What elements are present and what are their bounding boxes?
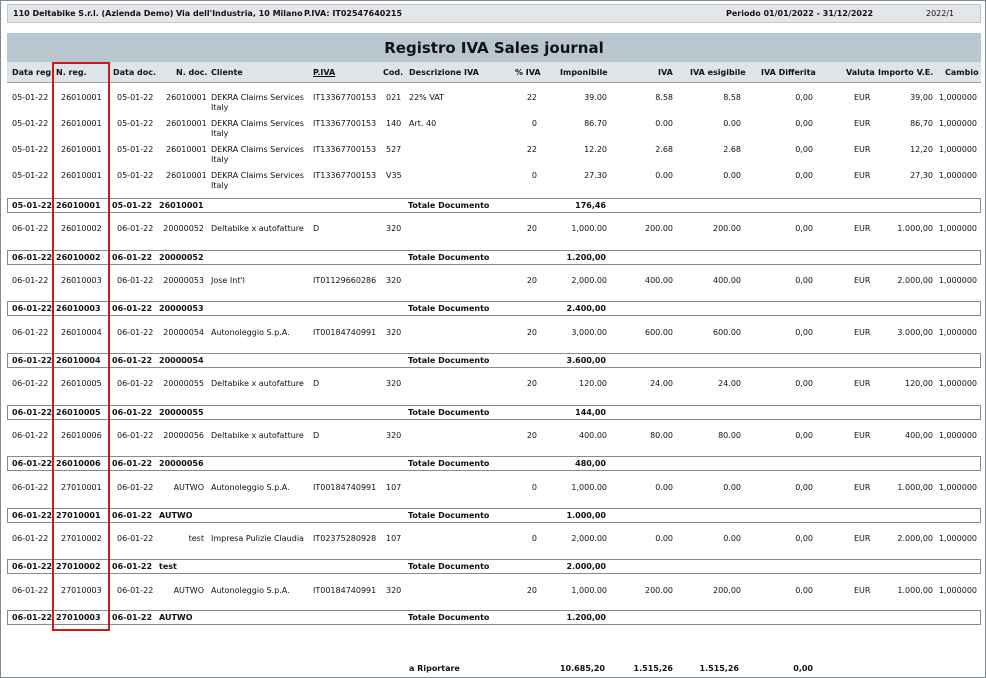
cell-iva-esigibile: 0.00 bbox=[723, 119, 741, 128]
cell-cod: 320 bbox=[386, 276, 402, 285]
cell-cambio: 1,000000 bbox=[938, 224, 977, 233]
table-row bbox=[7, 478, 981, 504]
cell-n-doc: 20000055 bbox=[163, 379, 204, 388]
carry-forward-iva-differita: 0,00 bbox=[793, 664, 813, 673]
cell-perc-iva: 20 bbox=[526, 586, 537, 595]
cell-data-reg: 06-01-22 bbox=[12, 483, 49, 492]
title-band bbox=[7, 33, 981, 62]
cell-data-doc: 05-01-22 bbox=[117, 119, 154, 128]
cell-n-reg: 26010002 bbox=[61, 224, 102, 233]
cell-n-reg: 27010001 bbox=[61, 483, 102, 492]
cell-cliente: Autonoleggio S.p.A. bbox=[211, 328, 290, 337]
total-data-doc: 06-01-22 bbox=[112, 408, 153, 417]
report-period: Periodo 01/01/2022 - 31/12/2022 bbox=[726, 9, 874, 18]
cell-valuta: EUR bbox=[854, 276, 871, 285]
cell-data-reg: 06-01-22 bbox=[12, 586, 49, 595]
total-data-doc: 06-01-22 bbox=[112, 511, 153, 520]
col-cod: Cod. bbox=[383, 68, 404, 77]
cell-cod: 107 bbox=[386, 534, 402, 543]
total-n-doc: 20000052 bbox=[159, 253, 204, 262]
total-data-doc: 05-01-22 bbox=[112, 201, 153, 210]
cell-iva: 600.00 bbox=[645, 328, 673, 337]
total-n-reg: 27010001 bbox=[56, 511, 101, 520]
total-n-doc: 20000055 bbox=[159, 408, 204, 417]
cell-cambio: 1,000000 bbox=[938, 145, 977, 154]
cell-piva: IT01129660286 bbox=[313, 276, 377, 285]
table-row bbox=[7, 323, 981, 349]
cell-data-reg: 06-01-22 bbox=[12, 276, 49, 285]
company-name: 110 Deltabike S.r.l. (Azienda Demo) bbox=[13, 9, 174, 18]
cell-perc-iva: 20 bbox=[526, 379, 537, 388]
cell-piva: IT00184740991 bbox=[313, 483, 377, 492]
cell-cod: 320 bbox=[386, 379, 402, 388]
col-cambio: Cambio bbox=[945, 68, 979, 77]
cell-data-reg: 06-01-22 bbox=[12, 534, 49, 543]
cell-n-reg: 26010004 bbox=[61, 328, 102, 337]
cell-cliente: Deltabike x autofatture bbox=[211, 379, 304, 388]
total-n-doc: 20000056 bbox=[159, 459, 204, 468]
cell-cambio: 1,000000 bbox=[938, 586, 977, 595]
total-row bbox=[7, 301, 981, 316]
cell-n-reg: 27010002 bbox=[61, 534, 102, 543]
table-row bbox=[7, 374, 981, 400]
cell-cliente: DEKRA Claims Services Italy bbox=[211, 93, 304, 112]
cell-iva-differita: 0,00 bbox=[795, 119, 813, 128]
cell-imponibile: 3,000.00 bbox=[571, 328, 607, 337]
cell-valuta: EUR bbox=[854, 145, 871, 154]
cell-cod: 021 bbox=[386, 93, 402, 102]
cell-iva-esigibile: 600.00 bbox=[713, 328, 741, 337]
cell-data-doc: 05-01-22 bbox=[117, 145, 154, 154]
cell-iva: 0.00 bbox=[655, 483, 673, 492]
cell-iva: 8.58 bbox=[655, 93, 673, 102]
total-data-reg: 06-01-22 bbox=[12, 511, 53, 520]
cell-data-doc: 06-01-22 bbox=[117, 483, 154, 492]
total-data-reg: 06-01-22 bbox=[12, 408, 53, 417]
cell-importo-ve: 1.000,00 bbox=[897, 586, 933, 595]
cell-iva-differita: 0,00 bbox=[795, 534, 813, 543]
cell-valuta: EUR bbox=[854, 119, 871, 128]
cell-iva: 0.00 bbox=[655, 171, 673, 180]
col-imponibile: Imponibile bbox=[560, 68, 608, 77]
cell-cambio: 1,000000 bbox=[938, 93, 977, 102]
total-row bbox=[7, 508, 981, 523]
total-data-reg: 06-01-22 bbox=[12, 459, 53, 468]
cell-data-doc: 06-01-22 bbox=[117, 224, 154, 233]
cell-valuta: EUR bbox=[854, 431, 871, 440]
total-n-doc: AUTWO bbox=[159, 613, 193, 622]
col-valuta: Valuta bbox=[846, 68, 875, 77]
carry-forward-iva: 1.515,26 bbox=[633, 664, 673, 673]
cell-data-reg: 05-01-22 bbox=[12, 119, 49, 128]
cell-perc-iva: 20 bbox=[526, 431, 537, 440]
cell-data-reg: 06-01-22 bbox=[12, 431, 49, 440]
cell-n-doc: AUTWO bbox=[173, 483, 204, 492]
cell-importo-ve: 39,00 bbox=[910, 93, 933, 102]
col-n-reg: N. reg. bbox=[56, 68, 87, 77]
total-n-reg: 26010003 bbox=[56, 304, 101, 313]
cell-data-reg: 06-01-22 bbox=[12, 224, 49, 233]
cell-perc-iva: 22 bbox=[526, 145, 537, 154]
cell-iva-differita: 0,00 bbox=[795, 586, 813, 595]
total-row bbox=[7, 198, 981, 213]
cell-iva: 24.00 bbox=[650, 379, 673, 388]
cell-cliente: DEKRA Claims Services Italy bbox=[211, 119, 304, 138]
cell-imponibile: 400.00 bbox=[579, 431, 607, 440]
total-n-reg: 26010006 bbox=[56, 459, 101, 468]
total-row bbox=[7, 610, 981, 625]
company-address: Via dell'Industria, 10 Milano bbox=[176, 9, 303, 18]
cell-piva: IT00184740991 bbox=[313, 586, 377, 595]
cell-n-reg: 26010006 bbox=[61, 431, 102, 440]
cell-iva-esigibile: 0.00 bbox=[723, 171, 741, 180]
total-data-reg: 06-01-22 bbox=[12, 613, 53, 622]
cell-importo-ve: 3.000,00 bbox=[897, 328, 933, 337]
cell-cod: 320 bbox=[386, 586, 402, 595]
cell-imponibile: 1,000.00 bbox=[571, 586, 607, 595]
total-label: Totale Documento bbox=[408, 562, 490, 571]
cell-iva-esigibile: 0.00 bbox=[723, 534, 741, 543]
n-reg-column-highlight bbox=[52, 62, 110, 631]
cell-valuta: EUR bbox=[854, 379, 871, 388]
cell-imponibile: 27.30 bbox=[584, 171, 607, 180]
total-amount: 3.600,00 bbox=[566, 356, 606, 365]
cell-importo-ve: 1.000,00 bbox=[897, 483, 933, 492]
col-iva-differita: IVA Differita bbox=[761, 68, 816, 77]
cell-importo-ve: 12,20 bbox=[910, 145, 933, 154]
cell-perc-iva: 0 bbox=[531, 534, 537, 543]
cell-iva-differita: 0,00 bbox=[795, 431, 813, 440]
cell-descr-iva: Art. 40 bbox=[409, 119, 437, 128]
total-data-doc: 06-01-22 bbox=[112, 356, 153, 365]
cell-cambio: 1,000000 bbox=[938, 483, 977, 492]
cell-cliente: DEKRA Claims Services Italy bbox=[211, 171, 304, 190]
total-label: Totale Documento bbox=[408, 201, 490, 210]
cell-iva-esigibile: 400.00 bbox=[713, 276, 741, 285]
cell-n-reg: 26010001 bbox=[61, 171, 102, 180]
table-row bbox=[7, 88, 981, 114]
table-row bbox=[7, 271, 981, 297]
total-data-reg: 06-01-22 bbox=[12, 253, 53, 262]
cell-importo-ve: 27,30 bbox=[910, 171, 933, 180]
cell-n-doc: 20000052 bbox=[163, 224, 204, 233]
cell-iva-esigibile: 8.58 bbox=[723, 93, 741, 102]
cell-valuta: EUR bbox=[854, 586, 871, 595]
cell-importo-ve: 1.000,00 bbox=[897, 224, 933, 233]
col-cliente: Cliente bbox=[211, 68, 243, 77]
cell-n-doc: 26010001 bbox=[166, 145, 207, 154]
cell-data-doc: 06-01-22 bbox=[117, 431, 154, 440]
cell-iva-differita: 0,00 bbox=[795, 93, 813, 102]
col-descr-iva: Descrizione IVA bbox=[409, 68, 479, 77]
cell-piva: D bbox=[313, 431, 320, 440]
total-amount: 2.000,00 bbox=[566, 562, 606, 571]
cell-iva-esigibile: 200.00 bbox=[713, 224, 741, 233]
table-row bbox=[7, 219, 981, 245]
table-header bbox=[7, 62, 981, 83]
cell-piva: IT00184740991 bbox=[313, 328, 377, 337]
carry-forward-label: a Riportare bbox=[409, 664, 460, 673]
carry-forward-imponibile: 10.685,20 bbox=[559, 664, 605, 673]
cell-piva: D bbox=[313, 379, 320, 388]
total-n-reg: 26010002 bbox=[56, 253, 101, 262]
total-amount: 1.200,00 bbox=[566, 613, 606, 622]
cell-n-reg: 26010005 bbox=[61, 379, 102, 388]
cell-imponibile: 1,000.00 bbox=[571, 224, 607, 233]
cell-iva-differita: 0,00 bbox=[795, 224, 813, 233]
cell-imponibile: 120.00 bbox=[579, 379, 607, 388]
col-iva: IVA bbox=[658, 68, 673, 77]
cell-cambio: 1,000000 bbox=[938, 379, 977, 388]
cell-n-reg: 26010003 bbox=[61, 276, 102, 285]
cell-perc-iva: 0 bbox=[531, 119, 537, 128]
cell-n-reg: 26010001 bbox=[61, 145, 102, 154]
total-n-reg: 26010004 bbox=[56, 356, 101, 365]
total-label: Totale Documento bbox=[408, 304, 490, 313]
cell-piva: IT02375280928 bbox=[313, 534, 377, 543]
cell-iva-esigibile: 80.00 bbox=[718, 431, 741, 440]
cell-n-reg: 26010001 bbox=[61, 93, 102, 102]
cell-cambio: 1,000000 bbox=[938, 119, 977, 128]
cell-imponibile: 86.70 bbox=[584, 119, 607, 128]
cell-data-doc: 06-01-22 bbox=[117, 379, 154, 388]
cell-data-doc: 06-01-22 bbox=[117, 328, 154, 337]
cell-iva-esigibile: 24.00 bbox=[718, 379, 741, 388]
total-label: Totale Documento bbox=[408, 459, 490, 468]
cell-imponibile: 12.20 bbox=[584, 145, 607, 154]
cell-data-reg: 06-01-22 bbox=[12, 379, 49, 388]
report-year: 2022/1 bbox=[926, 9, 955, 18]
cell-n-doc: 26010001 bbox=[166, 119, 207, 128]
cell-data-reg: 05-01-22 bbox=[12, 171, 49, 180]
total-n-doc: AUTWO bbox=[159, 511, 193, 520]
cell-n-doc: test bbox=[188, 534, 204, 543]
cell-cambio: 1,000000 bbox=[938, 171, 977, 180]
cell-descr-iva: 22% VAT bbox=[409, 93, 445, 102]
total-data-doc: 06-01-22 bbox=[112, 459, 153, 468]
cell-iva: 0.00 bbox=[655, 534, 673, 543]
cell-perc-iva: 22 bbox=[526, 93, 537, 102]
cell-data-doc: 06-01-22 bbox=[117, 586, 154, 595]
total-n-reg: 26010005 bbox=[56, 408, 101, 417]
cell-imponibile: 39.00 bbox=[584, 93, 607, 102]
cell-cliente: Deltabike x autofatture bbox=[211, 224, 304, 233]
cell-iva: 2.68 bbox=[655, 145, 673, 154]
cell-iva: 200.00 bbox=[645, 586, 673, 595]
total-amount: 1.000,00 bbox=[566, 511, 606, 520]
total-n-doc: test bbox=[159, 562, 177, 571]
cell-cod: V35 bbox=[386, 171, 402, 180]
cell-cliente: Deltabike x autofatture bbox=[211, 431, 304, 440]
cell-imponibile: 2,000.00 bbox=[571, 276, 607, 285]
total-label: Totale Documento bbox=[408, 253, 490, 262]
total-row bbox=[7, 405, 981, 420]
total-amount: 480,00 bbox=[575, 459, 606, 468]
col-iva-esigibile: IVA esigibile bbox=[690, 68, 746, 77]
cell-importo-ve: 2.000,00 bbox=[897, 534, 933, 543]
cell-cod: 320 bbox=[386, 224, 402, 233]
table-row bbox=[7, 114, 981, 140]
cell-piva: D bbox=[313, 224, 320, 233]
cell-piva: IT13367700153 bbox=[313, 145, 377, 154]
cell-iva-esigibile: 200.00 bbox=[713, 586, 741, 595]
cell-iva: 0.00 bbox=[655, 119, 673, 128]
total-n-reg: 26010001 bbox=[56, 201, 101, 210]
table-row bbox=[7, 581, 981, 607]
company-vat: P.IVA: IT02547640215 bbox=[304, 9, 403, 18]
cell-piva: IT13367700153 bbox=[313, 93, 377, 102]
total-data-doc: 06-01-22 bbox=[112, 562, 153, 571]
cell-cliente: DEKRA Claims Services Italy bbox=[211, 145, 304, 164]
cell-cod: 320 bbox=[386, 328, 402, 337]
total-data-reg: 06-01-22 bbox=[12, 562, 53, 571]
cell-iva-differita: 0,00 bbox=[795, 171, 813, 180]
total-row bbox=[7, 353, 981, 368]
cell-cambio: 1,000000 bbox=[938, 431, 977, 440]
cell-n-reg: 27010003 bbox=[61, 586, 102, 595]
cell-imponibile: 1,000.00 bbox=[571, 483, 607, 492]
total-row bbox=[7, 456, 981, 471]
cell-data-doc: 06-01-22 bbox=[117, 534, 154, 543]
total-label: Totale Documento bbox=[408, 356, 490, 365]
carry-forward-row bbox=[7, 663, 981, 677]
total-data-doc: 06-01-22 bbox=[112, 613, 153, 622]
cell-n-doc: AUTWO bbox=[173, 586, 204, 595]
total-label: Totale Documento bbox=[408, 613, 490, 622]
total-n-doc: 26010001 bbox=[159, 201, 204, 210]
col-data-doc: Data doc. bbox=[113, 68, 157, 77]
total-data-doc: 06-01-22 bbox=[112, 304, 153, 313]
cell-n-doc: 20000053 bbox=[163, 276, 204, 285]
cell-data-doc: 05-01-22 bbox=[117, 171, 154, 180]
total-data-reg: 06-01-22 bbox=[12, 356, 53, 365]
cell-n-reg: 26010001 bbox=[61, 119, 102, 128]
total-amount: 144,00 bbox=[575, 408, 606, 417]
cell-data-reg: 05-01-22 bbox=[12, 93, 49, 102]
total-label: Totale Documento bbox=[408, 408, 490, 417]
cell-iva-differita: 0,00 bbox=[795, 483, 813, 492]
cell-piva: IT13367700153 bbox=[313, 119, 377, 128]
cell-cliente: Autonoleggio S.p.A. bbox=[211, 586, 290, 595]
cell-perc-iva: 20 bbox=[526, 328, 537, 337]
total-n-reg: 27010002 bbox=[56, 562, 101, 571]
cell-valuta: EUR bbox=[854, 224, 871, 233]
col-importo-ve: Importo V.E. bbox=[878, 68, 934, 77]
cell-importo-ve: 86,70 bbox=[910, 119, 933, 128]
table-row bbox=[7, 140, 981, 166]
cell-iva: 400.00 bbox=[645, 276, 673, 285]
cell-iva: 80.00 bbox=[650, 431, 673, 440]
cell-cambio: 1,000000 bbox=[938, 534, 977, 543]
cell-iva: 200.00 bbox=[645, 224, 673, 233]
cell-n-doc: 20000054 bbox=[163, 328, 204, 337]
cell-importo-ve: 2.000,00 bbox=[897, 276, 933, 285]
total-data-reg: 05-01-22 bbox=[12, 201, 53, 210]
cell-cliente: Jose Int'l bbox=[211, 276, 245, 285]
cell-cod: 527 bbox=[386, 145, 402, 154]
table-row bbox=[7, 529, 981, 555]
carry-forward-iva-esigibile: 1.515,26 bbox=[699, 664, 739, 673]
cell-valuta: EUR bbox=[854, 483, 871, 492]
cell-data-doc: 05-01-22 bbox=[117, 93, 154, 102]
cell-valuta: EUR bbox=[854, 171, 871, 180]
total-n-reg: 27010003 bbox=[56, 613, 101, 622]
total-amount: 1.200,00 bbox=[566, 253, 606, 262]
total-data-reg: 06-01-22 bbox=[12, 304, 53, 313]
cell-cod: 140 bbox=[386, 119, 402, 128]
cell-iva-differita: 0,00 bbox=[795, 145, 813, 154]
cell-iva-esigibile: 2.68 bbox=[723, 145, 741, 154]
table-row bbox=[7, 426, 981, 452]
cell-importo-ve: 400,00 bbox=[905, 431, 933, 440]
report-header-bar bbox=[7, 4, 981, 23]
cell-cod: 320 bbox=[386, 431, 402, 440]
cell-cambio: 1,000000 bbox=[938, 276, 977, 285]
total-n-doc: 20000054 bbox=[159, 356, 204, 365]
total-label: Totale Documento bbox=[408, 511, 490, 520]
col-data-reg: Data reg. bbox=[12, 68, 55, 77]
cell-cliente: Impresa Pulizie Claudia bbox=[211, 534, 304, 543]
cell-cliente: Autonoleggio S.p.A. bbox=[211, 483, 290, 492]
total-data-doc: 06-01-22 bbox=[112, 253, 153, 262]
cell-n-doc: 20000056 bbox=[163, 431, 204, 440]
total-row bbox=[7, 559, 981, 574]
cell-perc-iva: 0 bbox=[531, 171, 537, 180]
cell-valuta: EUR bbox=[854, 534, 871, 543]
cell-n-doc: 26010001 bbox=[166, 93, 207, 102]
col-n-doc: N. doc. bbox=[176, 68, 208, 77]
total-n-doc: 20000053 bbox=[159, 304, 204, 313]
cell-cambio: 1,000000 bbox=[938, 328, 977, 337]
cell-piva: IT13367700153 bbox=[313, 171, 377, 180]
total-amount: 176,46 bbox=[575, 201, 606, 210]
cell-data-reg: 06-01-22 bbox=[12, 328, 49, 337]
cell-iva-esigibile: 0.00 bbox=[723, 483, 741, 492]
table-row bbox=[7, 166, 981, 192]
cell-n-doc: 26010001 bbox=[166, 171, 207, 180]
cell-importo-ve: 120,00 bbox=[905, 379, 933, 388]
cell-perc-iva: 20 bbox=[526, 276, 537, 285]
cell-perc-iva: 20 bbox=[526, 224, 537, 233]
cell-valuta: EUR bbox=[854, 328, 871, 337]
cell-data-doc: 06-01-22 bbox=[117, 276, 154, 285]
cell-valuta: EUR bbox=[854, 93, 871, 102]
cell-data-reg: 05-01-22 bbox=[12, 145, 49, 154]
cell-cod: 107 bbox=[386, 483, 402, 492]
total-amount: 2.400,00 bbox=[566, 304, 606, 313]
cell-perc-iva: 0 bbox=[531, 483, 537, 492]
cell-imponibile: 2,000.00 bbox=[571, 534, 607, 543]
cell-iva-differita: 0,00 bbox=[795, 379, 813, 388]
total-row bbox=[7, 250, 981, 265]
page-title: Registro IVA Sales journal bbox=[384, 39, 604, 57]
col-perc-iva: % IVA bbox=[515, 68, 541, 77]
cell-iva-differita: 0,00 bbox=[795, 276, 813, 285]
cell-iva-differita: 0,00 bbox=[795, 328, 813, 337]
col-piva: P.IVA bbox=[313, 68, 336, 77]
